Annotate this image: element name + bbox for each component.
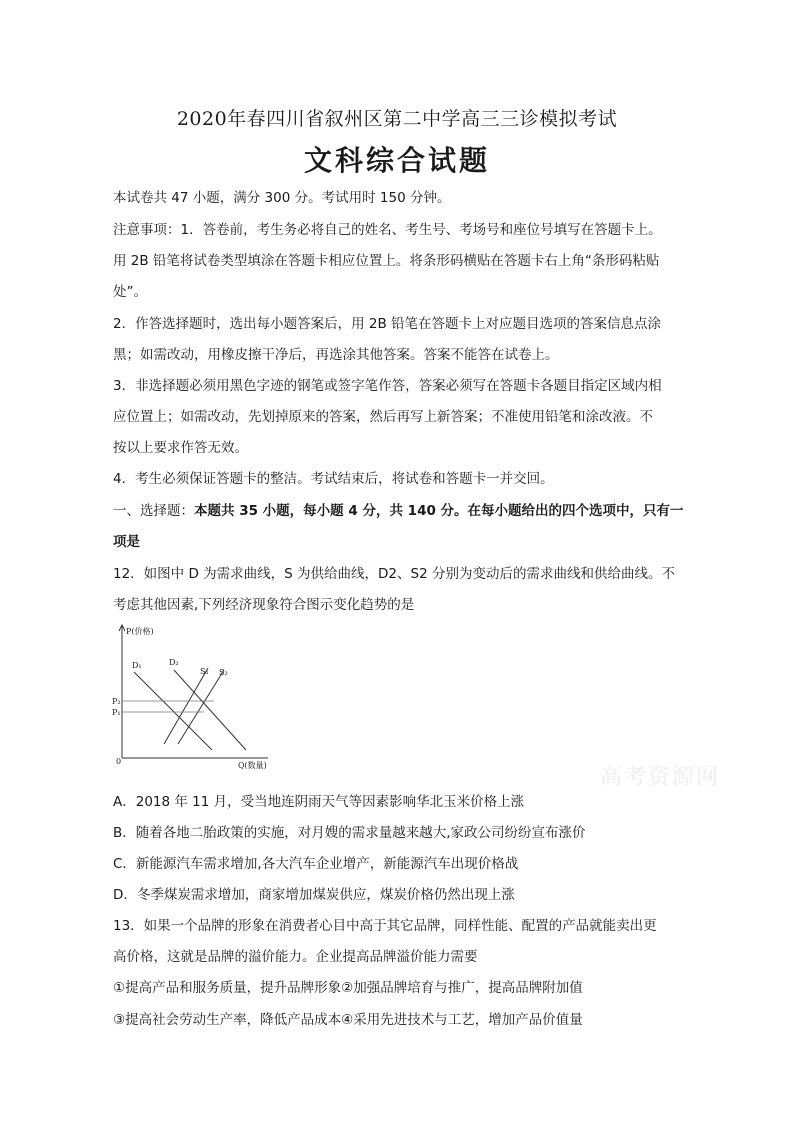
origin-label: 0	[116, 757, 122, 766]
section-prefix: 一、选择题：	[113, 503, 194, 519]
exam-subtitle: 文科综合试题	[303, 144, 490, 177]
d2-label: D₂	[169, 658, 179, 667]
watermark: 高考资源网	[600, 765, 721, 790]
exam-title: 2020年春四川省叙州区第二中学高三三诊模拟考试	[176, 108, 618, 130]
section-text: 本题共 35 小题，每小题 4 分，共 140 分。在每小题给出的四个选项中，只有一	[194, 503, 684, 519]
p2-label: P₂	[112, 697, 121, 706]
q12-option-c: C．新能源汽车需求增加,各大汽车企业增产，新能源汽车出现价格战	[113, 856, 519, 872]
p1-label: P₁	[112, 708, 121, 717]
x-axis-label: Q(数量)	[238, 761, 267, 770]
note-line: 按以上要求作答无效。	[113, 440, 248, 456]
supply-demand-figure	[112, 620, 272, 770]
note-line: 3．非选择题必须用黑色字迹的钢笔或签字笔作答，答案必须写在答题卡各题目指定区域内相	[113, 378, 662, 394]
q12-stem: 考虑其他因素,下列经济现象符合图示变化趋势的是	[113, 597, 415, 613]
demand-curve-d1	[134, 672, 212, 750]
note-line: 4．考生必须保证答题卡的整洁。考试结束后，将试卷和答题卡一并交回。	[113, 471, 554, 487]
s1-label: S₁	[200, 667, 209, 676]
q13-item: ①提高产品和服务质量，提升品牌形象②加强品牌培育与推广，提高品牌附加值	[113, 980, 583, 996]
q12-option-b: B．随着各地二胎政策的实施，对月嫂的需求量越来越大,家政公司纷纷宣布涨价	[113, 825, 586, 841]
note-line: 2．作答选择题时，选出每小题答案后，用 2B 铅笔在答题卡上对应题目选项的答案信息点涂	[113, 316, 662, 332]
q12-stem: 12．如图中 D 为需求曲线，S 为供给曲线，D2、S2 分别为变动后的需求曲线和供给曲线。不	[113, 566, 675, 582]
q12-option-a: A．2018 年 11 月，受当地连阴雨天气等因素影响华北玉米价格上涨	[113, 794, 525, 810]
demand-curve-d2	[174, 670, 246, 750]
q13-item: ③提高社会劳动生产率，降低产品成本④采用先进技术与工艺，增加产品价值量	[113, 1012, 583, 1028]
intro-text: 本试卷共 47 小题，满分 300 分。考试用时 150 分钟。	[113, 190, 451, 206]
note-line: 注意事项：1．答卷前，考生务必将自己的姓名、考生号、考场号和座位号填写在答题卡上。	[113, 222, 662, 238]
q12-option-d: D．冬季煤炭需求增加，商家增加煤炭供应，煤炭价格仍然出现上涨	[113, 887, 515, 903]
section-text-cont: 项是	[113, 534, 140, 550]
q13-stem: 13．如果一个品牌的形象在消费者心目中高于其它品牌，同样性能、配置的产品就能卖出更	[113, 918, 657, 934]
note-line: 应位置上；如需改动，先划掉原来的答案，然后再写上新答案；不准使用铅笔和涂改液。不	[113, 409, 653, 425]
s2-label: S₂	[219, 668, 228, 677]
note-line: 黑；如需改动，用橡皮擦干净后，再选涂其他答案。答案不能答在试卷上。	[113, 347, 559, 363]
section-heading	[113, 499, 683, 519]
y-axis-label: P(价格)	[126, 627, 154, 636]
note-line: 用 2B 铅笔将试卷类型填涂在答题卡相应位置上。将条形码横贴在答题卡右上角“条形码粘贴	[113, 253, 660, 269]
q13-stem: 高价格，这就是品牌的溢价能力。企业提高品牌溢价能力需要	[113, 949, 478, 965]
note-line: 处”。	[113, 284, 147, 300]
d1-label: D₁	[132, 661, 142, 670]
